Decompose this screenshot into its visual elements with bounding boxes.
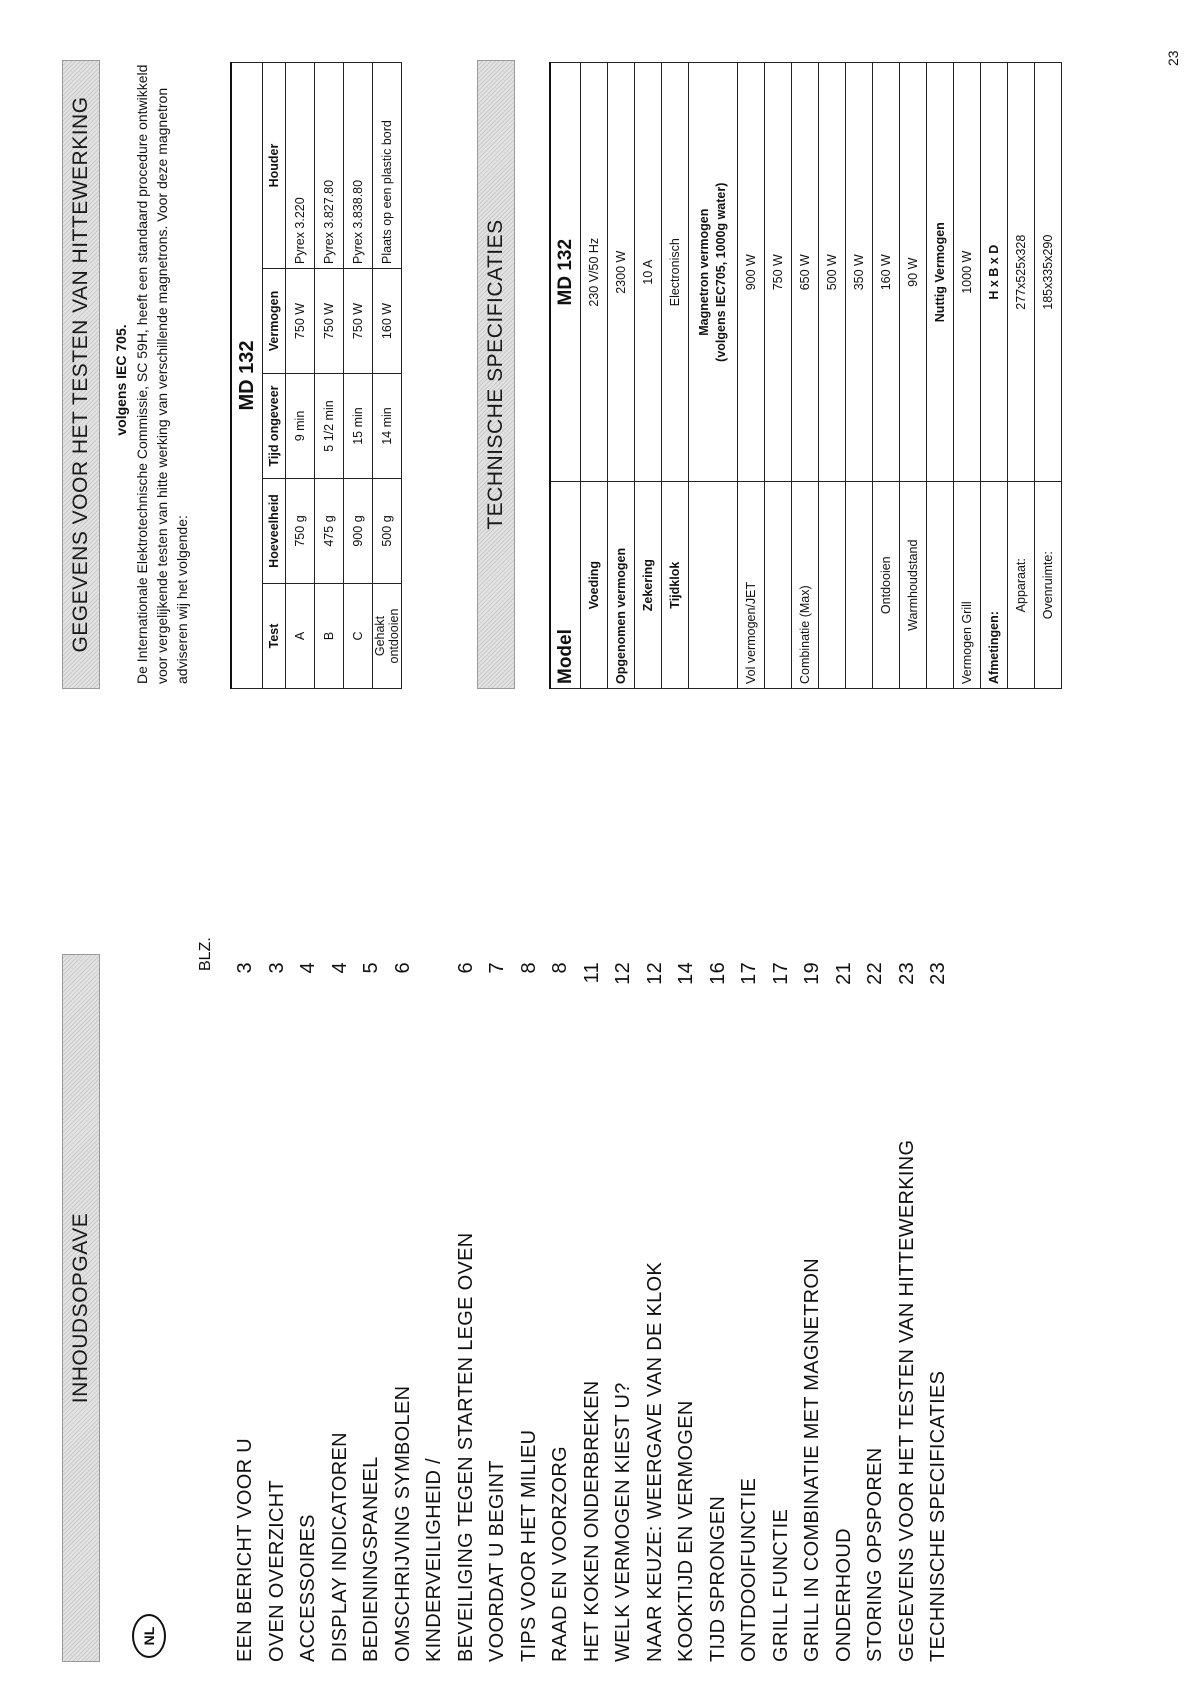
table-row: Zekering 10 A	[635, 63, 662, 689]
iec-intro-paragraph: De Internationale Elektrotechnische Commissie, SC 59H, heeft een standaard procedure ontwikkeld voor vergelijkende testen van hitte werking van verschillende magnetrons. Voor deze magnetron adviseren wij het volgende:	[134, 64, 190, 684]
toc-entry: TIJD SPRONGEN 16	[703, 962, 735, 1662]
iec-subheading: volgens IEC 705.	[113, 324, 129, 436]
table-row: Tijdklok Electronisch	[662, 63, 689, 689]
toc-entry-page: 21	[832, 962, 855, 985]
toc-entry-page: 6	[391, 962, 414, 974]
toc-entry-page: 6	[454, 962, 477, 974]
col-amount: Hoeveelheid	[263, 479, 286, 584]
toc-entry: OVEN OVERZICHT 3	[262, 962, 294, 1662]
table-row: 750 W	[765, 63, 792, 689]
language-badge: NL	[132, 1614, 166, 1658]
toc-entry-page: 23	[895, 962, 918, 985]
toc-heading-banner	[62, 954, 100, 1662]
table-row: Afmetingen: H x B x D	[981, 63, 1008, 689]
toc-entry-page: 16	[706, 962, 729, 985]
toc-entry: TECHNISCHE SPECIFICATIES 23	[923, 962, 955, 1662]
table-row: Vermogen Grill 1000 W	[954, 63, 981, 689]
toc-entry-page: 19	[801, 962, 823, 985]
page-number: 23	[1165, 50, 1181, 66]
toc-entry: KOOKTIJD EN VERMOGEN 14	[671, 962, 703, 1662]
toc-entry: ACCESSOIRES 4	[293, 962, 325, 1662]
toc-entry-page: 5	[360, 962, 382, 974]
col-holder: Houder	[263, 63, 286, 269]
specs-heading-banner	[477, 60, 515, 689]
toc-entry: HET KOKEN ONDERBREKEN 11	[577, 962, 609, 1662]
toc-entry-page: 17	[738, 962, 760, 985]
table-row: 500 W	[819, 63, 846, 689]
toc-entry-page: 22	[864, 962, 886, 985]
toc-entry-page: 14	[675, 962, 697, 985]
toc-entry-page: 8	[549, 962, 571, 974]
magnetron-power-header: Magnetron vermogen (volgens IEC705, 1000g water)	[689, 63, 738, 482]
table-row: Apparaat: 277x525x328	[1008, 63, 1035, 689]
toc-entry-page: 4	[297, 962, 319, 974]
specs-model-value: MD 132	[550, 63, 581, 482]
table-row	[689, 63, 738, 689]
col-time: Tijd ongeveer	[263, 374, 286, 479]
toc-entry-page: 3	[265, 962, 288, 974]
toc-heading: INHOUDSOPGAVE	[69, 1212, 92, 1404]
table-row: Opgenomen vermogen 2300 W	[608, 63, 635, 689]
specs-model-label: Model	[550, 482, 581, 689]
toc-entry-page: 12	[643, 962, 666, 985]
nuttig-vermogen-header: Nuttig Vermogen	[927, 63, 954, 482]
heat-test-heading-banner	[62, 60, 100, 689]
col-test: Test	[263, 584, 286, 689]
toc-entry: STORING OPSPOREN 22	[860, 962, 892, 1662]
toc-entry-page: 4	[328, 962, 351, 974]
toc-entry: RAAD EN VOORZORG 8	[545, 962, 577, 1662]
toc-entry-page: 12	[612, 962, 634, 985]
toc-entry: DISPLAY INDICATOREN 4	[325, 962, 357, 1662]
table-row: Ontdooien 160 W	[873, 63, 900, 689]
toc-entry: NAAR KEUZE: WEERGAVE VAN DE KLOK 12	[640, 962, 672, 1662]
heat-test-model: MD 132	[231, 63, 263, 689]
table-row: Voeding 230 V/50 Hz	[581, 63, 608, 689]
toc-entry-page: 17	[769, 962, 792, 985]
toc-entry-page: 3	[234, 962, 256, 974]
table-row	[927, 63, 954, 689]
toc-list	[230, 962, 955, 1662]
toc-entry: BEVEILIGING TEGEN STARTEN LEGE OVEN 6	[451, 962, 483, 1662]
table-row: 350 W	[846, 63, 873, 689]
table-row: Combinatie (Max) 650 W	[792, 63, 819, 689]
table-row: A 750 g 9 min 750 W Pyrex 3.220	[286, 63, 315, 689]
toc-entry: WELK VERMOGEN KIEST U? 12	[608, 962, 640, 1662]
table-row: Gehakt ontdooien 500 g 14 min 160 W Plaats op een plastic bord	[373, 63, 402, 689]
toc-entry: OMSCHRIJVING SYMBOLEN 6	[388, 962, 420, 1662]
table-row: B 475 g 5 1/2 min 750 W Pyrex 3.827.80	[315, 63, 344, 689]
toc-entry: GRILL FUNCTIE 17	[766, 962, 798, 1662]
table-row: Ovenruimte: 185x335x290	[1035, 63, 1062, 689]
toc-entry-page: 8	[517, 962, 540, 974]
table-row: Warmhoudstand 90 W	[900, 63, 927, 689]
toc-entry: GRILL IN COMBINATIE MET MAGNETRON 19	[797, 962, 829, 1662]
table-row: C 900 g 15 min 750 W Pyrex 3.838.80	[344, 63, 373, 689]
toc-entry: TIPS VOOR HET MILIEU 8	[514, 962, 546, 1662]
table-row: Vol vermogen/JET 900 W	[738, 63, 765, 689]
toc-entry: ONDERHOUD 21	[829, 962, 861, 1662]
specs-table	[549, 62, 1062, 689]
specs-heading: TECHNISCHE SPECIFICATIES	[484, 219, 507, 530]
toc-entry: EEN BERICHT VOOR U 3	[230, 962, 262, 1662]
heat-test-model-row	[231, 63, 263, 689]
col-power: Vermogen	[263, 269, 286, 374]
toc-entry: ONTDOOIFUNCTIE 17	[734, 962, 766, 1662]
toc-entry-page: 7	[486, 962, 508, 974]
heat-test-table	[230, 62, 402, 689]
heat-test-header-row	[263, 63, 286, 689]
page-column-label: BLZ.	[197, 937, 214, 971]
toc-entry: VOORDAT U BEGINT 7	[482, 962, 514, 1662]
toc-entry-page: 23	[927, 962, 949, 985]
toc-entry: BEDIENINGSPANEEL 5	[356, 962, 388, 1662]
heat-test-heading: GEGEVENS VOOR HET TESTEN VAN HITTEWERKING	[69, 96, 92, 653]
toc-entry: KINDERVEILIGHEID /	[423, 1458, 445, 1662]
toc-entry: GEGEVENS VOOR HET TESTEN VAN HITTEWERKING 23	[892, 962, 924, 1662]
toc-entry-page: 11	[580, 962, 603, 984]
specs-model-row	[550, 63, 581, 689]
